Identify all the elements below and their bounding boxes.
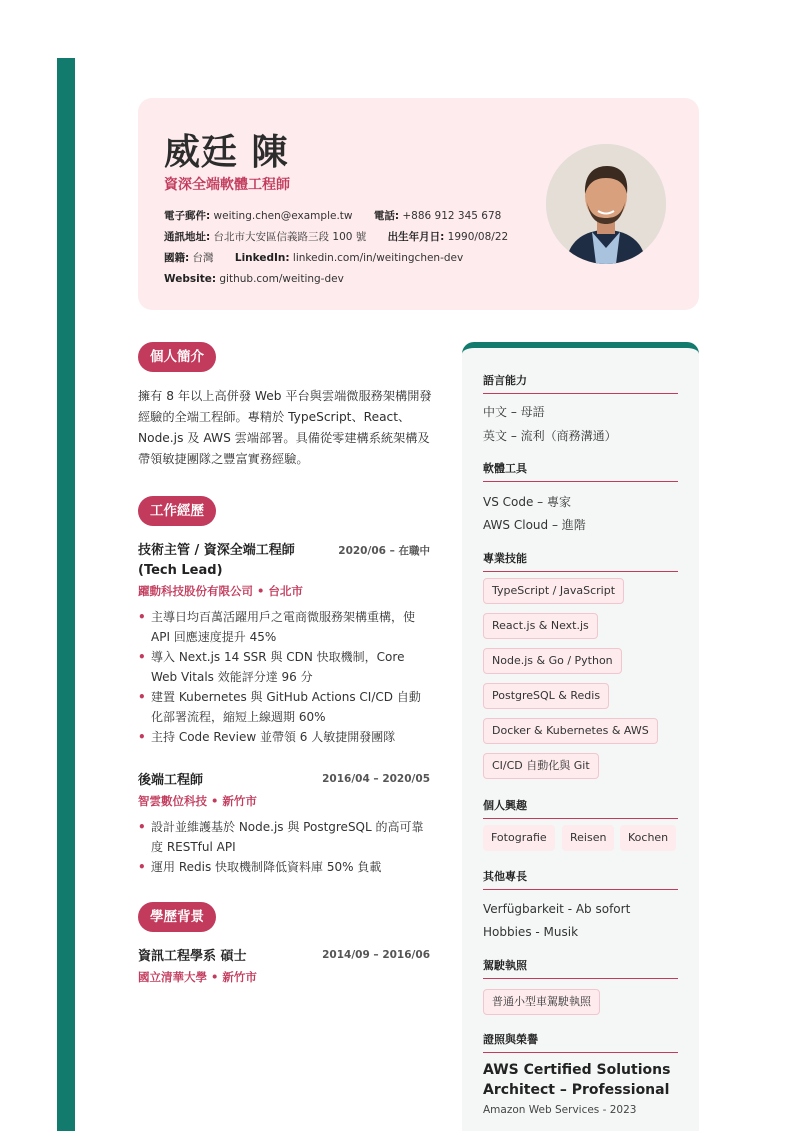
list-item: • 主導日均百萬活躍用戶之電商微服務架構重構，使 API 回應速度提升 45% — [138, 607, 430, 647]
list-item: • 設計並維護基於 Node.js 與 PostgreSQL 的高可靠度 RESTful API — [138, 817, 430, 857]
list-item: • 導入 Next.js 14 SSR 與 CDN 快取機制，Core Web Vitals 效能評分達 96 分 — [138, 647, 430, 687]
job-role: 後端工程師 — [138, 773, 204, 788]
list-item: Hobbies - Musik — [483, 925, 579, 939]
linkedin-link[interactable]: linkedin.com/in/weitingchen-dev — [292, 252, 464, 264]
sidebar-heading-languages: 語言能力 — [483, 372, 678, 394]
candidate-name: 威廷 陳 — [164, 132, 289, 173]
job-entry — [138, 541, 430, 747]
contact-label: Website: — [164, 273, 217, 285]
contact-row — [164, 206, 526, 227]
list-item: Verfügbarkeit - Ab sofort — [483, 902, 631, 916]
cert-name: AWS Certified Solutions Architect – Professional — [483, 1062, 671, 1098]
nationality-value: 台灣 — [192, 252, 214, 264]
job-bullets — [138, 607, 430, 747]
education-entry — [138, 947, 430, 987]
sidebar-heading-software: 軟體工具 — [483, 460, 678, 482]
website-link[interactable]: github.com/weiting-dev — [219, 273, 344, 285]
sidebar-heading-license: 駕駛執照 — [483, 957, 678, 979]
contact-info — [164, 206, 526, 290]
sidebar-heading-interests: 個人興趣 — [483, 797, 678, 819]
job-company: 躍動科技股份有限公司 • 台北市 — [138, 584, 303, 598]
sidebar-heading-other: 其他專長 — [483, 868, 678, 890]
candidate-title: 資深全端軟體工程師 — [164, 177, 290, 193]
address-value: 台北市大安區信義路三段 100 號 — [213, 231, 367, 243]
list-item: • 運用 Redis 快取機制降低資料庫 50% 負載 — [138, 857, 430, 877]
interest-tag: Kochen — [620, 825, 676, 851]
avatar — [546, 144, 666, 264]
email-value: weiting.chen@example.tw — [213, 210, 353, 222]
interest-tags — [483, 825, 683, 851]
contact-label: 電話: — [373, 210, 400, 222]
sidebar-heading-certs: 證照與榮譽 — [483, 1031, 678, 1053]
skill-tag: CI/CD 自動化與 Git — [483, 753, 599, 779]
contact-label: LinkedIn: — [234, 252, 290, 264]
summary-text: 擁有 8 年以上高併發 Web 平台與雲端微服務架構開發經驗的全端工程師。專精於 TypeScript、React、Node.js 及 AWS 雲端部署。具備從零建構系統架構及帶領敏捷團隊之豐富實務經驗。 — [138, 389, 432, 466]
sidebar-heading-skills: 專業技能 — [483, 550, 678, 572]
list-item: AWS Cloud – 進階 — [483, 518, 586, 532]
list-item: 英文 – 流利（商務溝通） — [483, 429, 617, 443]
cert-issuer: Amazon Web Services - 2023 — [483, 1104, 637, 1116]
skill-tag: PostgreSQL & Redis — [483, 683, 609, 709]
contact-label: 國籍: — [164, 252, 190, 264]
birthdate-value: 1990/08/22 — [447, 231, 509, 243]
list-item: 中文 – 母語 — [483, 405, 545, 419]
degree: 資訊工程學系 碩士 — [138, 949, 247, 964]
job-date: 2020/06 – 在職中 — [338, 545, 430, 557]
school: 國立清華大學 • 新竹市 — [138, 970, 257, 984]
contact-row — [164, 248, 526, 269]
portrait-photo — [546, 144, 666, 264]
skill-tag: Node.js & Go / Python — [483, 648, 622, 674]
interest-tag: Fotografie — [483, 825, 555, 851]
contact-label: 電子郵件: — [164, 210, 211, 222]
interest-tag: Reisen — [562, 825, 614, 851]
job-bullets — [138, 817, 430, 877]
job-date: 2016/04 – 2020/05 — [322, 773, 430, 785]
skill-tag: React.js & Next.js — [483, 613, 598, 639]
education-date: 2014/09 – 2016/06 — [322, 949, 430, 961]
contact-label: 通訊地址: — [164, 231, 211, 243]
phone-value: +886 912 345 678 — [402, 210, 502, 222]
license-tag: 普通小型車駕駛執照 — [483, 989, 600, 1015]
section-title-summary: 個人簡介 — [138, 342, 216, 372]
contact-label: 出生年月日: — [387, 231, 445, 243]
job-entry — [138, 771, 430, 877]
list-item: • 主持 Code Review 並帶領 6 人敏捷開發團隊 — [138, 727, 430, 747]
contact-row — [164, 227, 526, 248]
section-title-experience: 工作經歷 — [138, 496, 216, 526]
job-role: 技術主管 / 資深全端工程師 (Tech Lead) — [138, 543, 295, 578]
list-item: VS Code – 專家 — [483, 495, 571, 509]
profile-header — [138, 98, 699, 310]
contact-row — [164, 269, 526, 290]
list-item: • 建置 Kubernetes 與 GitHub Actions CI/CD 自動化部署流程，縮短上線週期 60% — [138, 687, 430, 727]
section-title-education: 學歷背景 — [138, 902, 216, 932]
decorative-side-bar — [57, 58, 75, 1131]
skill-tag: TypeScript / JavaScript — [483, 578, 624, 604]
skill-tag: Docker & Kubernetes & AWS — [483, 718, 658, 744]
sidebar-panel — [462, 342, 699, 1131]
job-company: 智雲數位科技 • 新竹市 — [138, 794, 257, 808]
